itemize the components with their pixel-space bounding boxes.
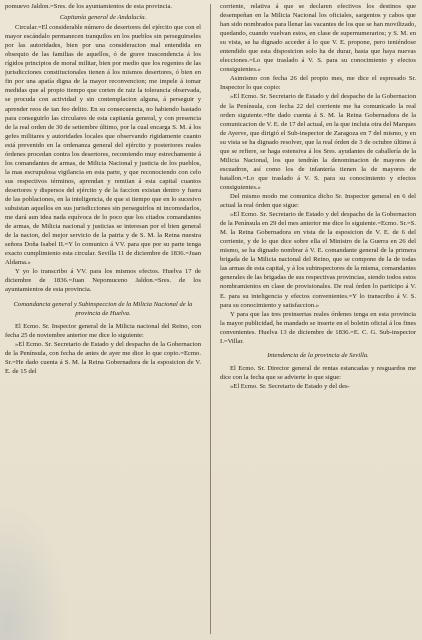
left-paragraph-4: El Ecmo. Sr. Inspector general de la Milicia nacional del Reino, con fecha 25 de noviembre anterior me dice lo siguiente: <box>5 322 201 339</box>
left-paragraph-3: Y yo lo transcribo á VV. para los mismos efectos. Huelva 17 de diciembre de 1836.=Juan Nepomuceno Jaldon.=Sres. de los ayuntamientos de esta provincia. <box>5 268 201 294</box>
right-paragraph-1: corriente, relativa á que se declaren efectivos los destinos que desempeñan en la Milicia Nacional los oficiales, sargentos y cabos que han sido nombrados para llenar las vacantes de los que se han movilizado, quedando, cuando vuelvan estos, en clase de supernumerarios; y S. M. en su vista, se ha dignado acceder á lo que V. E. propone, pero teniéndose entendido que esta disposicion solo ha de durar, hasta que haya nuevas elecciones.=Lo que traslado á V. S. para su conocimiento y efectos consiguientes.» <box>220 3 416 74</box>
left-column <box>5 2 201 636</box>
right-paragraph-8: »El Ecmo. Sr. Secretario de Estado y del des- <box>230 382 350 390</box>
left-paragraph-1: pomuevo Jaldon.=Sres. de los ayuntamientos de esta provincia. <box>5 3 173 10</box>
right-paragraph-5: »El Ecmo. Sr. Secretario de Estado y del despacho de la Gobernacion de la Península en 29 del mes anterior me dice lo siguiente.=Ecmo. Sr.=S. M. la Reina Gobernadora en vista de la esposicion de V. E. de 6 del corriente, y de lo que dice sobre ella el Ministro de la Guerra en 26 del mismo, se ha dignado nombrar á V. E. comandante general de la primera brigada de la Milicia nacional del Reino, que se compone de la de todas las armas de esta capital, y á los subinspectores de la misma, comandantes generales de las brigadas de sus respectivas provincias, siendo todos estos nombramientos en clase de provisionales. De real órden lo participo á V. E. para su inteligencia y efectos convenientes.=Y lo transcribo á V. S. para su conocimiento y satisfaccion.» <box>220 211 416 309</box>
right-paragraph-3: »El Ecmo. Sr. Secretario de Estado y del despacho de la Gobernacion de la Península, con fecha 22 del corriente me ha comunicado la real orden siguiente.=He dado cuenta á S. M. la Reina Gobernadora de la comunicacion de V. E. de 17 del actual, en la que incluia otra del Marques de Ayerve, que dirigió el Sub-inspector de Zaragoza en 7 del mismo, y en su vista se ha dignado resolver, que la real órden de 3 de octubre último á que se refiere, se haga estensiva á los Sres. ayudantes de caballería de la Milicia Nacional, los que tendrán la denominacion de mayores de escuadron, así como los de infantería tienen la de mayores de batallon.=Lo que traslado á V. S. para su conocimiento y efectos consiguientes.» <box>220 93 416 191</box>
heading-comandancia: Comandancia general y Subinspeccion de la Milicia Nacional de la provincia de Huelva. <box>13 300 193 317</box>
right-paragraph-2: Asimismo con fecha 26 del propio mes, me dice el espresado Sr. Inspector lo que copio: <box>220 75 416 92</box>
circular-paragraph: Circular.=El considerable número de desertores del ejército que con el mayor escándalo permanecen tranquilos en los pueblos sin perseguirseles por las autoridades, bien por una consideracion mal entendida en obsequio de las familias de aquellos, ó de grave trascendencia á los rígidos principios de moral militar, bien por medio que los regentes de las jurisdicciones constitucionales tienen á los mismos desertores, ó bien en fin por una apatía digna de la mayor reconvencion; me impele á tomar medidas que al propio tiempo que corten de raiz la tolerancia observada, se procuda con actividad y sin contemplacion alguna, á perseguir y aprender reos de tan feo delito. En su consecuencia, no habiendo bastado para conseguirlo las circulares de esta capitanía general, y con presencia de la real orden de 30 de setiembre último, por la cual encarga S. M. á los gefes militares y autoridades locales que observando rigidamente cuanto está prevenido en la ordenanza general del ejército y posteriores reales órdenes procedan contra los desertores, recomiendo muy estrechamente á los comandantes de armas, de Milicia Nacional y justicia de los pueblos, la mas escrupulosa vigilancia en esta parte, y que reconociendo con celo sus respectivos términos, aprendan y remitan á esta capital cuantos desertores y dispersos del ejército y de la faccion existan dentro y fuera de las poblaciones, en la inteligencia, de que si tiempo que en lo sucesivo subsistan aquellos en sus jurisdicciones sin perseguirlos ni incomodarlos, me dará aun idea nada equívoca de lo poco que los citados comandantes de armas, de Milicia nacional y justicias se interesan por el bien general de la nacion, del mejor servicio de la patria y de S. M. la Reina nuestra señora Doña Isabel II.=Y lo comunico á VV. para que por su parte tenga exacto cumplimiento esta circular. Sevilla 11 de diciembre de 1836.=Juan Aldama.» <box>5 24 201 267</box>
right-paragraph-7: El Ecmo. Sr. Director general de rentas estancadas y resguardos me dice con la fecha que se advierte lo que sigue: <box>220 364 416 381</box>
left-paragraph-5: »El Ecmo. Sr. Secretario de Estado y del despacho de la Gobernacion de la Península, con fecha de antes de ayer me dice lo que copio.=Ecmo. Sr.=He dado cuenta á S. M. la Reina Gobernadora de la esposicion de V. E. de 15 del <box>5 340 201 375</box>
column-divider <box>210 4 211 634</box>
heading-capitania: Capitanía general de Andalucía. <box>59 14 147 22</box>
right-paragraph-6: Y para que las tres preinsertas reales órdenes tenga en esta provincia la mayor publicidad, he mandado se inserte en el boletin oficial á los fines convenientes. Huelva 13 de diciembre de 1836.=E. C. G. Sub-inspector I.=Villar. <box>220 310 416 345</box>
right-column <box>220 2 416 636</box>
heading-intendencia: Intendencia de la provincia de Sevilla. <box>267 351 369 359</box>
right-paragraph-4: Del mismo modo me comunica dicho Sr. Inspector general en 6 del actual la real órden que sigue: <box>220 192 416 210</box>
